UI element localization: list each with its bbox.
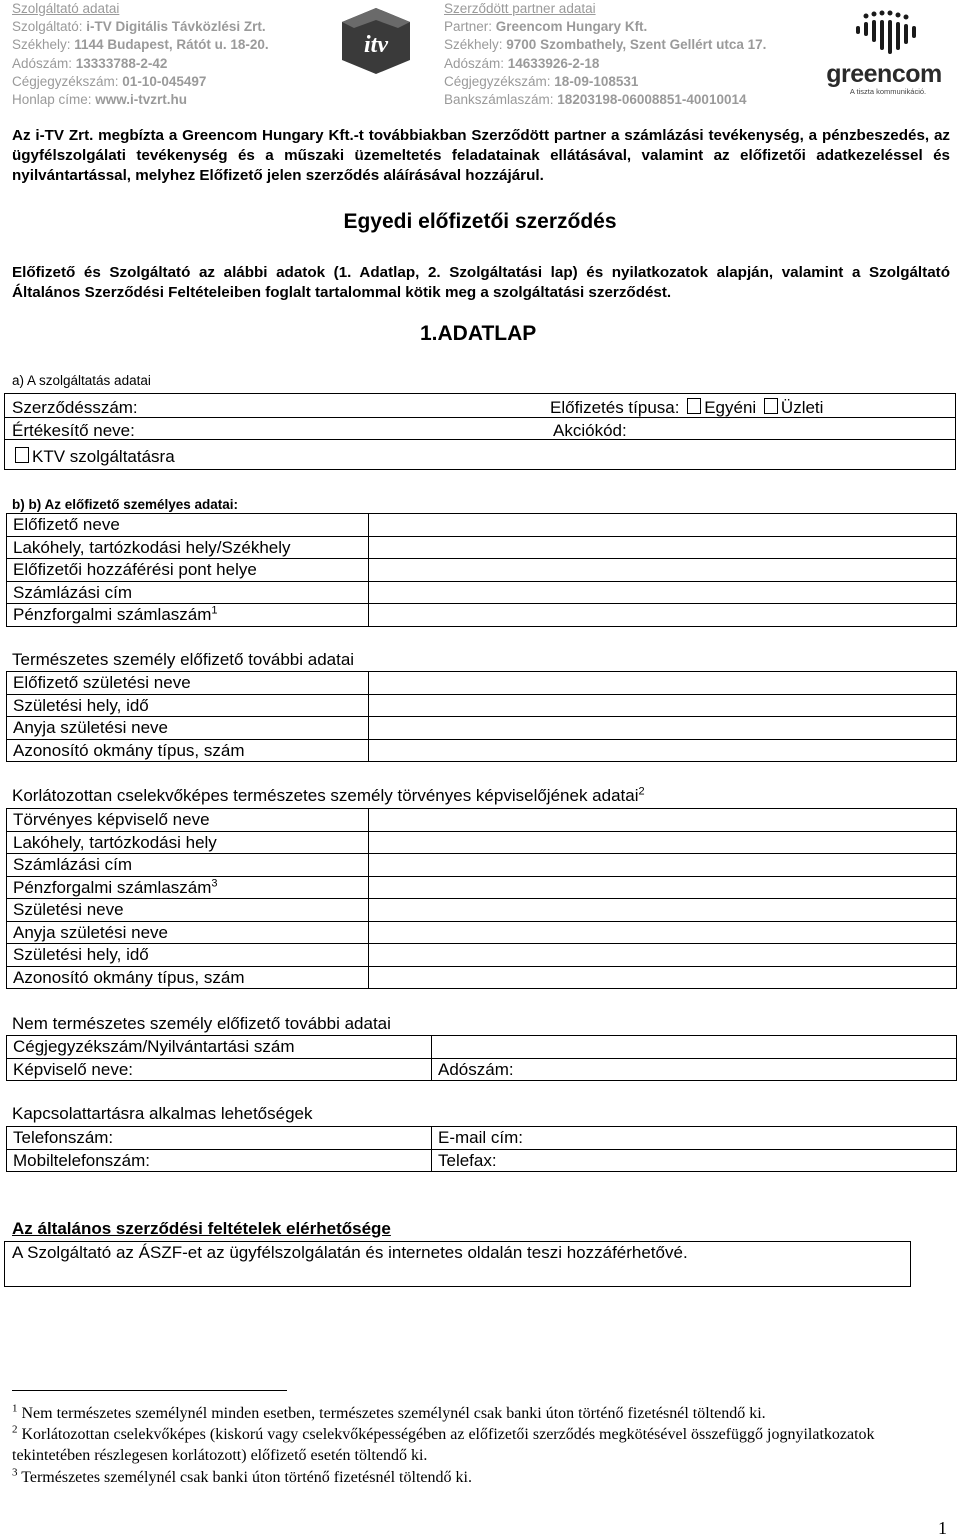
individual-label: Egyéni [704, 398, 757, 417]
contract-number-field[interactable]: Szerződésszám: [12, 398, 138, 417]
footnote-separator [12, 1390, 287, 1391]
section-a-heading: a) A szolgáltatás adatai [12, 373, 151, 388]
partner-tax-label: Adószám: [444, 55, 508, 71]
itv-logo-icon [338, 6, 414, 76]
input-cell[interactable] [369, 581, 957, 604]
footnote-text: Természetes személynél csak banki úton történő fizetésnél töltendő ki. [17, 1469, 472, 1486]
input-cell[interactable] [369, 739, 957, 762]
footnote-3 [12, 1467, 912, 1488]
registry-number-field[interactable]: Cégjegyzékszám/Nyilvántartási szám [7, 1036, 432, 1059]
natural-person-table [6, 671, 957, 762]
table-row [7, 581, 957, 604]
provider-name: i-TV Digitális Távközlési Zrt. [86, 19, 266, 35]
input-cell[interactable] [369, 921, 957, 944]
table-row [7, 694, 957, 717]
legal-entity-heading: Nem természetes személy előfizető további adatai [12, 1014, 391, 1033]
greencom-logo-text: greencom [826, 60, 942, 88]
partner-bank-label: Bankszámlaszám: [444, 92, 558, 108]
row-label: Törvényes képviselő neve [7, 809, 369, 832]
row-label: Előfizetői hozzáférési pont helye [7, 559, 369, 582]
greencom-logo [826, 8, 942, 96]
table-row [7, 876, 957, 899]
row-label: Előfizető neve [7, 514, 369, 537]
footnote-1 [12, 1403, 912, 1424]
datasheet-title: 1.ADATLAP [420, 322, 537, 345]
row-label [7, 876, 369, 899]
input-cell[interactable] [369, 809, 957, 832]
table-row [7, 1149, 957, 1172]
table-row [7, 966, 957, 989]
table-row [7, 739, 957, 762]
footnote-ref: 1 [211, 604, 218, 617]
input-cell[interactable] [369, 717, 957, 740]
row-label: Azonosító okmány típus, szám [7, 739, 369, 762]
divider [5, 439, 955, 440]
table-row [7, 899, 957, 922]
tax-label: Adószám: [12, 55, 76, 71]
partner-bank: 18203198-06008851-40010014 [557, 92, 747, 108]
footnote-number: 1 [12, 1402, 18, 1415]
footnote-number: 3 [12, 1466, 18, 1479]
input-cell[interactable] [369, 831, 957, 854]
promo-code-field[interactable]: Akciókód: [553, 421, 627, 440]
greencom-dots-icon [826, 8, 942, 60]
table-row [7, 944, 957, 967]
row-label: Születési hely, idő [7, 944, 369, 967]
table-row [7, 921, 957, 944]
reg-label: Cégjegyzékszám: [12, 73, 123, 89]
legal-representative-heading-text: Korlátozottan cselekvőképes természetes személy törvényes képviselőjének adatai [12, 786, 639, 805]
legal-representative-heading [12, 786, 645, 806]
ktv-service-option[interactable] [12, 447, 175, 467]
row-label: Születési neve [7, 899, 369, 922]
terms-text: A Szolgáltató az ÁSZF-et az ügyfélszolgálatán és internetes oldalán teszi hozzáférhetővé. [12, 1243, 688, 1262]
web-label: Honlap címe: [12, 92, 96, 108]
row-label: Anyja születési neve [7, 921, 369, 944]
individual-checkbox[interactable] [687, 398, 701, 414]
legal-entity-table [6, 1035, 957, 1081]
partner-reg-label: Cégjegyzékszám: [444, 73, 555, 89]
input-cell[interactable] [432, 1036, 957, 1059]
footnote-text: Korlátozottan cselekvőképes (kiskorú vagy cselekvőképességében az előfizetői szerződés megkötésével összefüggő jognyilatkozatok tekintetében részlegesen korlátozott) előfizető esetén töltendő ki. [12, 1426, 875, 1464]
partner-info [444, 0, 766, 109]
row-label: Előfizető születési neve [7, 672, 369, 695]
contract-basis-paragraph: Előfizető és Szolgáltató az alábbi adatok (1. Adatlap, 2. Szolgáltatási lap) és nyilatkozatok alapján, valamint a Szolgáltató Általános Szerződési Feltételeiben foglalt tartalommal kötik meg a szolgáltatási szerződést. [12, 264, 950, 301]
contact-table [6, 1126, 957, 1172]
itv-logo-text: itv [364, 32, 388, 58]
row-label: Születési hely, idő [7, 694, 369, 717]
table-row [7, 536, 957, 559]
row-label: Számlázási cím [7, 581, 369, 604]
legal-representative-table [6, 808, 957, 989]
partner-name: Greencom Hungary Kft. [495, 19, 648, 35]
partner-info-title: Szerződött partner adatai [444, 1, 596, 16]
footnote-number: 2 [12, 1423, 18, 1436]
footnote-text: Nem természetes személynél minden esetben, természetes személynél csak banki úton történő fizetésnél töltendő ki. [17, 1405, 766, 1422]
partner-tax: 14633926-2-18 [507, 55, 600, 71]
provider-info [12, 0, 269, 109]
input-cell[interactable] [369, 514, 957, 537]
row-label [7, 604, 369, 627]
table-row [7, 717, 957, 740]
provider-seat: 1144 Budapest, Rátót u. 18-20. [74, 37, 269, 53]
provider-label: Szolgáltató: [12, 19, 87, 35]
subscription-type [550, 398, 823, 418]
row-label-text: Pénzforgalmi számlaszám [13, 605, 212, 624]
input-cell[interactable] [369, 854, 957, 877]
page-title: Egyedi előfizetői szerződés [343, 210, 617, 233]
row-label: Azonosító okmány típus, szám [7, 966, 369, 989]
seat-label: Székhely: [12, 37, 75, 53]
intro-paragraph: Az i-TV Zrt. megbízta a Greencom Hungary Kft.-t továbbiakban Szerződött partner a számlázási tevékenység, a pénzbeszedés, az ügyfélszolgálati tevékenység és a műszaki üzemeltetés feladatainak ellátásával, valamint az előfizetői adatkezeléssel és nyilvántartással, melyhez Előfizető jelen szerződés aláírásával hozzájárul. [12, 127, 950, 184]
representative-name-field[interactable]: Képviselő neve: [7, 1058, 432, 1081]
ktv-label: KTV szolgáltatásra [32, 447, 175, 466]
footnote-2 [12, 1424, 912, 1466]
table-row [7, 1127, 957, 1150]
table-row [7, 809, 957, 832]
provider-info-title: Szolgáltató adatai [12, 1, 120, 16]
provider-reg: 01-10-045497 [122, 73, 207, 89]
section-b-heading: b) b) Az előfizető személyes adatai: [12, 497, 239, 512]
table-row [7, 854, 957, 877]
row-label: Számlázási cím [7, 854, 369, 877]
business-label: Üzleti [780, 398, 824, 417]
page-number: 1 [938, 1518, 947, 1538]
footnote-ref: 2 [638, 785, 645, 798]
greencom-tagline: A tiszta kommunikáció. [849, 87, 927, 96]
natural-person-heading: Természetes személy előfizető további adatai [12, 650, 355, 669]
provider-tax: 13333788-2-42 [75, 55, 168, 71]
row-label: Anyja születési neve [7, 717, 369, 740]
input-cell[interactable] [369, 876, 957, 899]
input-cell[interactable] [369, 899, 957, 922]
table-row [7, 1036, 957, 1059]
fax-field[interactable]: Telefax: [432, 1149, 957, 1172]
input-cell[interactable] [369, 672, 957, 695]
input-cell[interactable] [369, 966, 957, 989]
seller-name-field[interactable]: Értékesítő neve: [12, 421, 135, 440]
footnote-ref: 3 [211, 876, 218, 889]
row-label-text: Pénzforgalmi számlaszám [13, 877, 212, 897]
input-cell[interactable] [369, 559, 957, 582]
input-cell[interactable] [369, 694, 957, 717]
table-row [7, 672, 957, 695]
ktv-checkbox[interactable] [15, 447, 29, 463]
row-label: Lakóhely, tartózkodási hely [7, 831, 369, 854]
contact-heading: Kapcsolattartásra alkalmas lehetőségek [12, 1104, 313, 1123]
subscription-type-label: Előfizetés típusa: [550, 398, 680, 417]
personal-data-table [6, 513, 957, 627]
table-row [7, 604, 957, 627]
input-cell[interactable] [369, 944, 957, 967]
partner-seat: 9700 Szombathely, Szent Gellért utca 17. [506, 37, 767, 53]
input-cell[interactable] [369, 536, 957, 559]
phone-field[interactable]: Telefonszám: [7, 1127, 432, 1150]
email-field[interactable]: E-mail cím: [432, 1127, 957, 1150]
tax-number-field[interactable]: Adószám: [432, 1058, 957, 1081]
table-row [7, 559, 957, 582]
partner-label: Partner: [444, 19, 496, 35]
partner-seat-label: Székhely: [444, 37, 507, 53]
mobile-field[interactable]: Mobiltelefonszám: [7, 1149, 432, 1172]
table-row [7, 1058, 957, 1081]
partner-reg: 18-09-108531 [554, 73, 639, 89]
terms-heading: Az általános szerződési feltételek elérhetősége [12, 1219, 391, 1238]
provider-web: www.i-tvzrt.hu [95, 92, 188, 108]
business-checkbox[interactable] [764, 398, 778, 414]
row-label: Lakóhely, tartózkodási hely/Székhely [7, 536, 369, 559]
input-cell[interactable] [369, 604, 957, 627]
table-row [7, 514, 957, 537]
table-row [7, 831, 957, 854]
